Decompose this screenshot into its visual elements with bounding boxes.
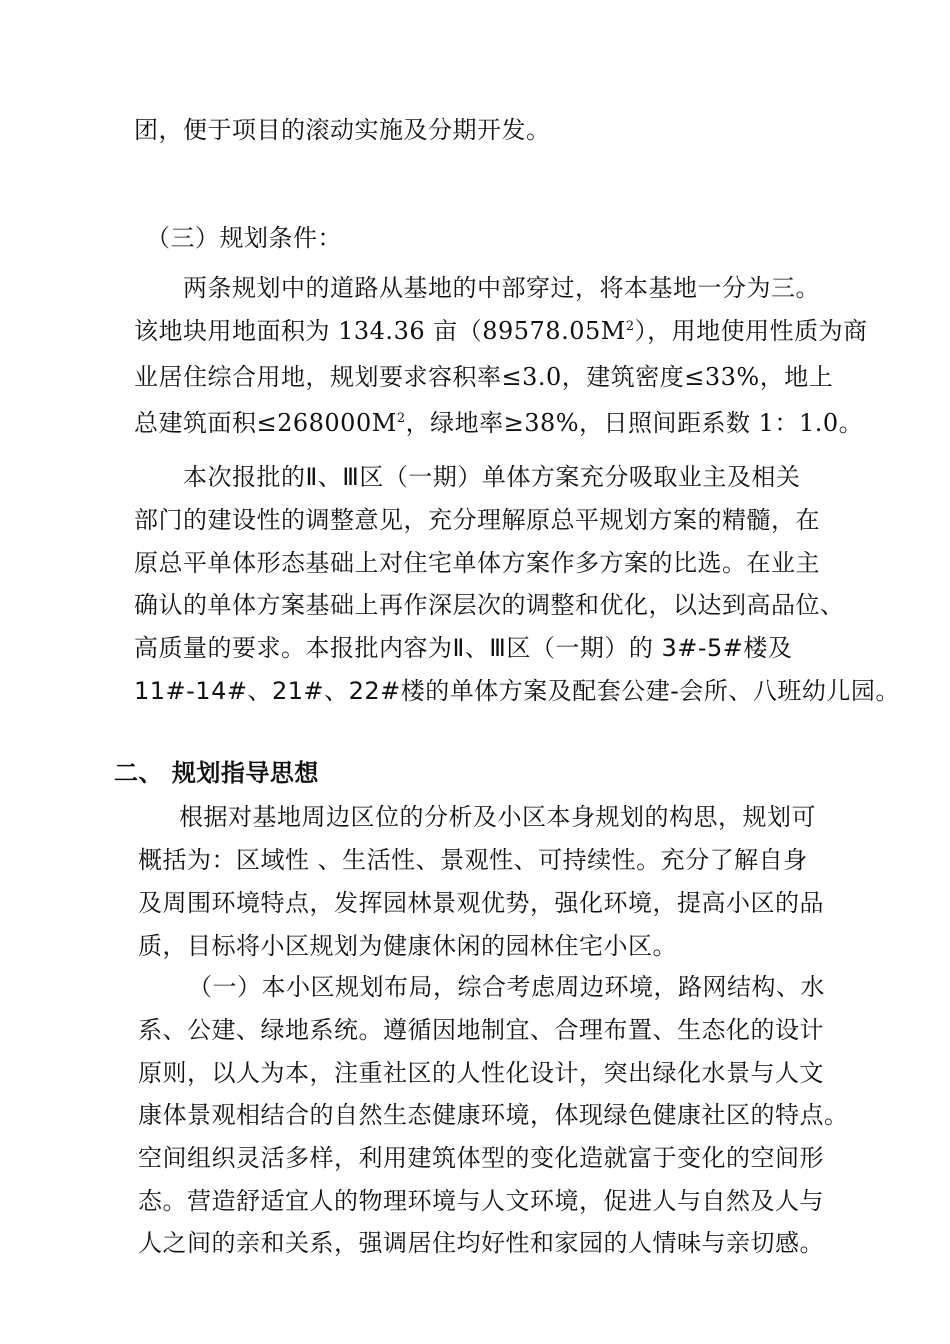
paragraph-line: 及周围环境特点，发挥园林景观优势，强化环境，提高小区的品 (138, 889, 824, 917)
paragraph-line: 团，便于项目的滚动实施及分期开发。 (134, 116, 551, 144)
paragraph-line: 两条规划中的道路从基地的中部穿过，将本基地一分为三。 (183, 274, 820, 302)
text-span: 总建筑面积≤268000M (134, 409, 397, 437)
paragraph-line: 11#-14#、21#、22#楼的单体方案及配套公建-会所、八班幼儿园。 (134, 677, 900, 705)
paragraph-line: 原则，以人为本，注重社区的人性化设计，突出绿化水景与人文 (138, 1059, 824, 1087)
paragraph-line: （一）本小区规划布局，综合考虑周边环境，路网结构、水 (188, 973, 825, 1001)
section-3-title: （三）规划条件： (146, 224, 342, 252)
paragraph-line: 态。营造舒适宜人的物理环境与人文环境，促进人与自然及人与 (138, 1187, 824, 1215)
paragraph-line: 高质量的要求。本报批内容为Ⅱ、Ⅲ区（一期）的 3#-5#楼及 (134, 634, 793, 662)
paragraph-line: 本次报批的Ⅱ、Ⅲ区（一期）单体方案充分吸取业主及相关 (183, 463, 801, 491)
paragraph-line: 系、公建、绿地系统。遵循因地制宜、合理布置、生态化的设计 (138, 1016, 824, 1044)
paragraph-line: 空间组织灵活多样，利用建筑体型的变化造就富于变化的空间形 (138, 1144, 824, 1172)
text-span: 该地块用地面积为 134.36 亩（89578.05M (134, 317, 626, 345)
paragraph-line: 业居住综合用地，规划要求容积率≤3.0，建筑密度≤33%，地上 (134, 363, 834, 391)
superscript: 2 (625, 319, 635, 334)
paragraph-line: 质，目标将小区规划为健康休闲的园林住宅小区。 (138, 932, 677, 960)
paragraph-line: 根据对基地周边区位的分析及小区本身规划的构思，规划可 (179, 803, 816, 831)
paragraph-line (134, 407, 863, 439)
paragraph-line: 部门的建设性的调整意见，充分理解原总平规划方案的精髓，在 (134, 506, 820, 534)
paragraph-line: 人之间的亲和关系，强调居住均好性和家园的人情味与亲切感。 (138, 1229, 824, 1257)
section-2-heading: 二、 规划指导思想 (114, 759, 319, 787)
paragraph-line: 康体景观相结合的自然生态健康环境，体现绿色健康社区的特点。 (138, 1101, 849, 1129)
paragraph-line: 概括为：区域性 、生活性、景观性、可持续性。充分了解自身 (138, 846, 808, 874)
text-span: ，绿地率≥38%，日照间距系数 1：1.0。 (405, 409, 864, 437)
superscript: 2 (396, 411, 406, 426)
paragraph-line: 原总平单体形态基础上对住宅单体方案作多方案的比选。在业主 (134, 549, 820, 577)
text-span: ），用地使用性质为商 (634, 317, 868, 345)
paragraph-line: 确认的单体方案基础上再作深层次的调整和优化，以达到高品位、 (134, 591, 845, 619)
paragraph-line (134, 315, 868, 347)
